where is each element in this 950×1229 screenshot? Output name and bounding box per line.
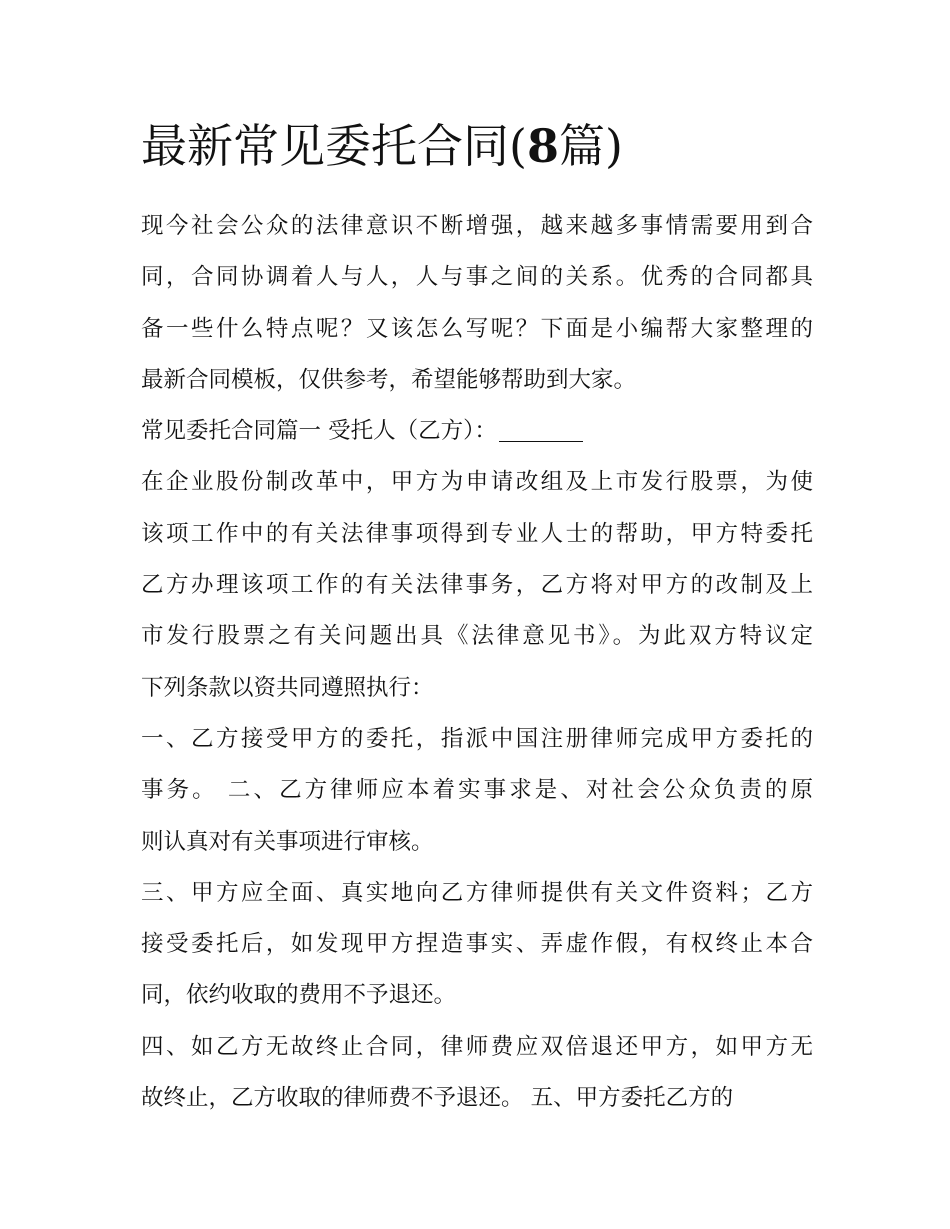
paragraph-line: 四、如乙方无故终止合同，律师费应双倍退还甲方，如甲方无 xyxy=(141,1033,813,1060)
paragraph-line: 三、甲方应全面、真实地向乙方律师提供有关文件资料；乙方 xyxy=(141,879,813,906)
title-text-before: 最新常见委托合同( xyxy=(141,119,527,173)
title-number: 8 xyxy=(526,119,559,173)
section-heading-text: 常见委托合同篇一 受托人（乙方）： xyxy=(141,418,497,445)
title-text-after: 篇) xyxy=(558,119,623,173)
paragraph-line: 接受委托后，如发现甲方捏造事实、弄虚作假，有权终止本合 xyxy=(141,931,813,958)
paragraph-line: 同，依约收取的费用不予退还。 xyxy=(141,982,457,1009)
blank-underline xyxy=(499,419,583,442)
page-title xyxy=(141,116,821,176)
paragraph-line: 一、乙方接受甲方的委托，指派中国注册律师完成甲方委托的 xyxy=(141,725,813,752)
paragraph-line: 最新合同模板，仅供参考，希望能够帮助到大家。 xyxy=(141,366,637,393)
document-body xyxy=(141,201,813,1124)
paragraph-line: 市发行股票之有关问题出具《法律意见书》。为此双方特议定 xyxy=(141,623,813,650)
section-heading-line xyxy=(141,406,813,457)
paragraph-line: 备一些什么特点呢？又该怎么写呢？下面是小编帮大家整理的 xyxy=(141,315,813,342)
paragraph-line: 下列条款以资共同遵照执行： xyxy=(141,674,434,701)
paragraph-line: 现今社会公众的法律意识不断增强，越来越多事情需要用到合 xyxy=(141,213,813,239)
paragraph-line: 则认真对有关事项进行审核。 xyxy=(141,828,434,855)
paragraph-line: 该项工作中的有关法律事项得到专业人士的帮助，甲方特委托 xyxy=(141,520,813,547)
paragraph-line: 乙方办理该项工作的有关法律事务，乙方将对甲方的改制及上 xyxy=(141,572,813,599)
paragraph-line: 事务。 二、乙方律师应本着实事求是、对社会公众负责的原 xyxy=(141,777,813,804)
paragraph-line: 在企业股份制改革中，甲方为申请改组及上市发行股票，为使 xyxy=(141,469,813,496)
paragraph-line: 同，合同协调着人与人，人与事之间的关系。优秀的合同都具 xyxy=(141,264,813,291)
paragraph-line: 故终止，乙方收取的律师费不予退还。 五、甲方委托乙方的 xyxy=(141,1085,734,1112)
